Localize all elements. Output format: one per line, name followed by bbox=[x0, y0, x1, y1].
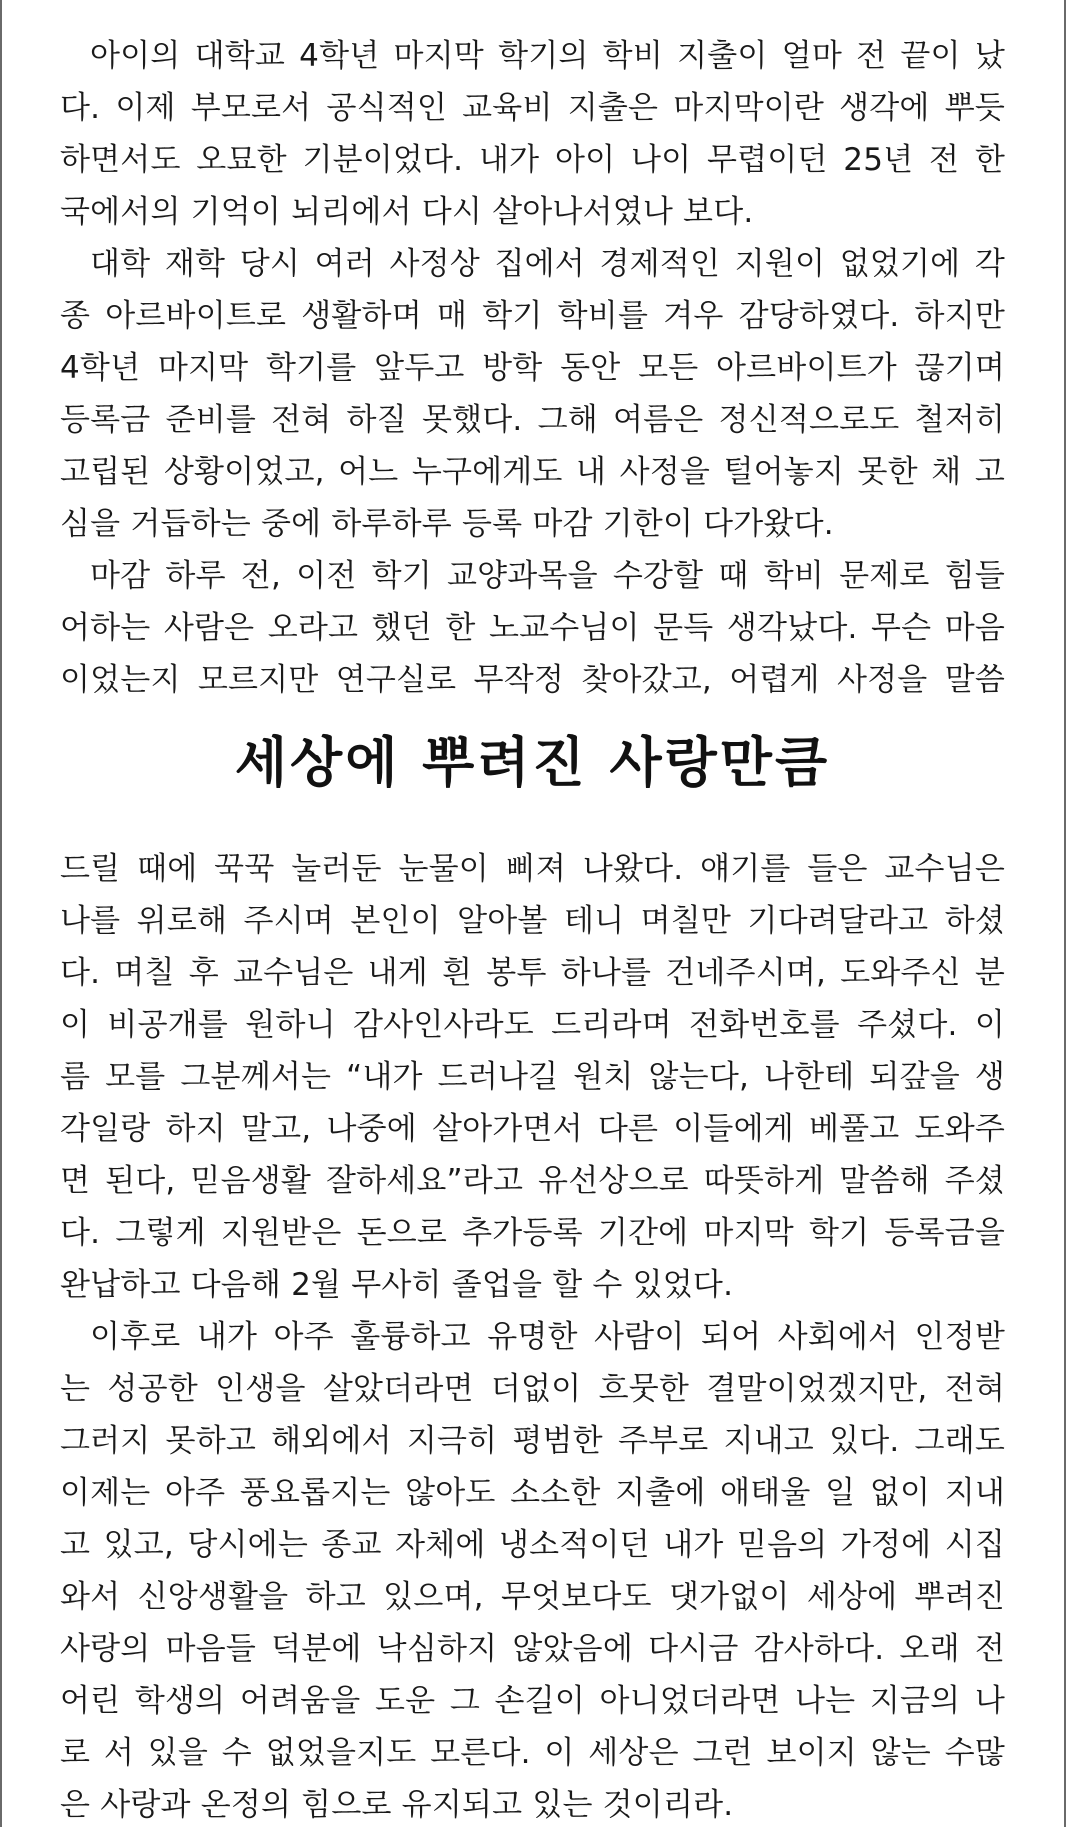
paragraph-line: 다. 며칠 후 교수님은 내게 흰 봉투 하나를 건네주시며, 도와주신 분 bbox=[60, 955, 1005, 991]
paragraph-line: 하면서도 오묘한 기분이었다. 내가 아이 나이 무렵이던 25년 전 한 bbox=[60, 142, 1005, 178]
paragraph-line: 다. 이제 부모로서 공식적인 교육비 지출은 마지막이란 생각에 뿌듯 bbox=[60, 90, 1005, 126]
paragraph-line: 은 사랑과 온정의 힘으로 유지되고 있는 것이리라. bbox=[60, 1787, 734, 1823]
article-body-bottom bbox=[60, 843, 1005, 1831]
paragraph-line: 4학년 마지막 학기를 앞두고 방학 동안 모든 아르바이트가 끊기며 bbox=[60, 350, 1005, 386]
paragraph-line: 이었는지 모르지만 연구실로 무작정 찾아갔고, 어렵게 사정을 말씀 bbox=[60, 662, 1005, 698]
paragraph-line: 사랑의 마음들 덕분에 낙심하지 않았음에 다시금 감사하다. 오래 전 bbox=[60, 1631, 1005, 1667]
paragraph-line: 나를 위로해 주시며 본인이 알아볼 테니 며칠만 기다려달라고 하셨 bbox=[60, 903, 1005, 939]
paragraph-line: 드릴 때에 꾹꾹 눌러둔 눈물이 삐져 나왔다. 얘기를 들은 교수님은 bbox=[60, 851, 1005, 887]
paragraph-line: 완납하고 다음해 2월 무사히 졸업을 할 수 있었다. bbox=[60, 1267, 734, 1303]
paragraph-line: 와서 신앙생활을 하고 있으며, 무엇보다도 댓가없이 세상에 뿌려진 bbox=[60, 1579, 1005, 1615]
paragraph-line: 심을 거듭하는 중에 하루하루 등록 마감 기한이 다가왔다. bbox=[60, 506, 834, 542]
paragraph-line: 다. 그렇게 지원받은 돈으로 추가등록 기간에 마지막 학기 등록금을 bbox=[60, 1215, 1005, 1251]
paragraph-line: 이 비공개를 원하니 감사인사라도 드리라며 전화번호를 주셨다. 이 bbox=[60, 1007, 1005, 1043]
paragraph-line: 고 있고, 당시에는 종교 자체에 냉소적이던 내가 믿음의 가정에 시집 bbox=[60, 1527, 1005, 1563]
paragraph-line: 대학 재학 당시 여러 사정상 집에서 경제적인 지원이 없었기에 각 bbox=[90, 246, 1005, 282]
paragraph-line: 마감 하루 전, 이전 학기 교양과목을 수강할 때 학비 문제로 힘들 bbox=[90, 558, 1005, 594]
paragraph-line: 이제는 아주 풍요롭지는 않아도 소소한 지출에 애태울 일 없이 지내 bbox=[60, 1475, 1005, 1511]
paragraph-line: 그러지 못하고 해외에서 지극히 평범한 주부로 지내고 있다. 그래도 bbox=[60, 1423, 1005, 1459]
paragraph-line: 종 아르바이트로 생활하며 매 학기 학비를 겨우 감당하였다. 하지만 bbox=[60, 298, 1005, 334]
paragraph-line: 아이의 대학교 4학년 마지막 학기의 학비 지출이 얼마 전 끝이 났 bbox=[90, 38, 1005, 74]
paragraph-line: 이후로 내가 아주 훌륭하고 유명한 사람이 되어 사회에서 인정받 bbox=[90, 1319, 1005, 1355]
article-body-top bbox=[60, 30, 1005, 706]
paragraph-line: 면 된다, 믿음생활 잘하세요”라고 유선상으로 따뜻하게 말씀해 주셨 bbox=[60, 1163, 1005, 1199]
paragraph-line: 는 성공한 인생을 살았더라면 더없이 흐뭇한 결말이었겠지만, 전혀 bbox=[60, 1371, 1005, 1407]
paragraph-line: 국에서의 기억이 뇌리에서 다시 살아나서였나 보다. bbox=[60, 194, 754, 230]
paragraph-line: 각일랑 하지 말고, 나중에 살아가면서 다른 이들에게 베풀고 도와주 bbox=[60, 1111, 1005, 1147]
paragraph-line: 고립된 상황이었고, 어느 누구에게도 내 사정을 털어놓지 못한 채 고 bbox=[60, 454, 1005, 490]
paragraph-line: 름 모를 그분께서는 “내가 드러나길 원치 않는다, 나한테 되갚을 생 bbox=[60, 1059, 1005, 1095]
headline-container bbox=[60, 728, 1005, 798]
paragraph-line: 등록금 준비를 전혀 하질 못했다. 그해 여름은 정신적으로도 철저히 bbox=[60, 402, 1005, 438]
paragraph-line: 로 서 있을 수 없었을지도 모른다. 이 세상은 그런 보이지 않는 수많 bbox=[60, 1735, 1005, 1771]
article-headline: 세상에 뿌려진 사랑만큼 bbox=[234, 731, 831, 794]
paragraph-line: 어하는 사람은 오라고 했던 한 노교수님이 문득 생각났다. 무슨 마음 bbox=[60, 610, 1005, 646]
paragraph-line: 어린 학생의 어려움을 도운 그 손길이 아니었더라면 나는 지금의 나 bbox=[60, 1683, 1005, 1719]
page-left-border bbox=[0, 0, 2, 1827]
